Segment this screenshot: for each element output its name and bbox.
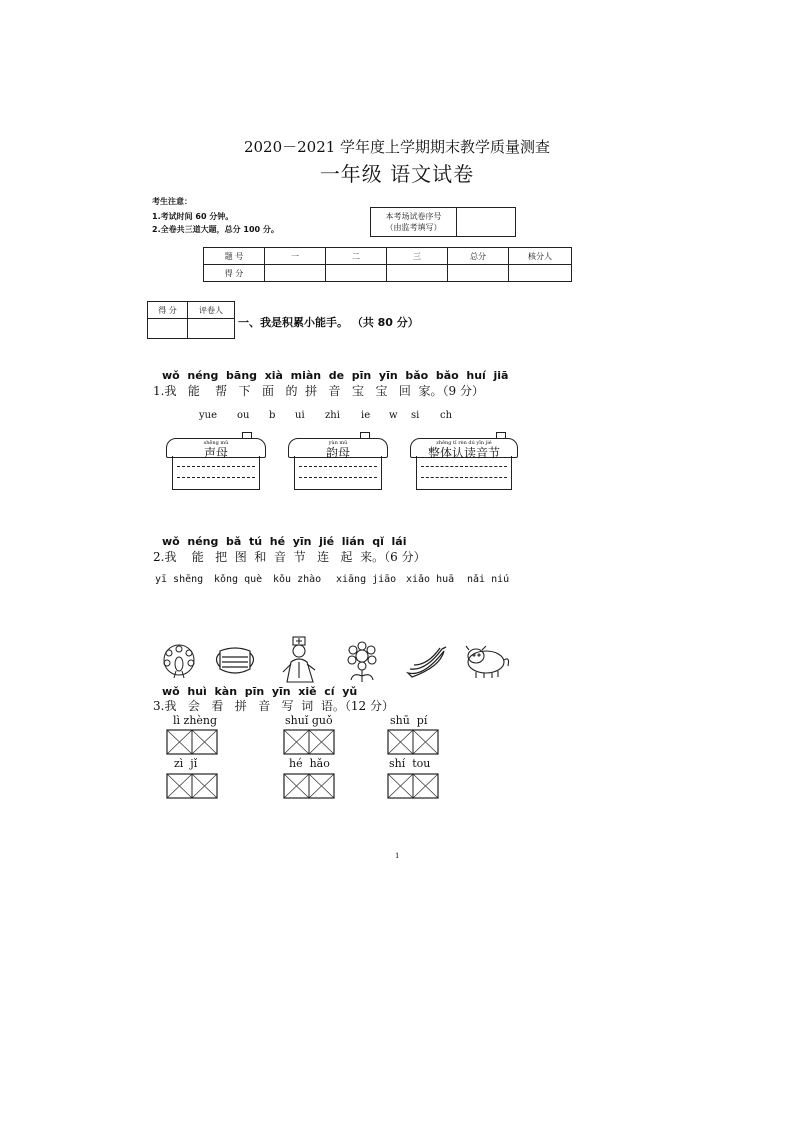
mask-icon <box>212 643 258 679</box>
q2-word: kǒng què <box>214 574 263 585</box>
q2-word: kǒu zhào <box>273 574 322 585</box>
q2-text: 2.我 能 把 图 和 音 节 连 起 来。（6 分） <box>153 550 426 564</box>
score-header-2: 二 <box>326 248 387 265</box>
q3-pinyin: wǒ huì kàn pīn yīn xiě cí yǔ <box>162 685 358 698</box>
house-pinyin: zhěng tǐ rèn dú yīn jié <box>436 440 492 446</box>
syllable: ou <box>237 410 250 421</box>
syllable: si <box>411 410 420 421</box>
writing-grid[interactable] <box>283 729 337 757</box>
score-cell-2[interactable] <box>326 265 387 282</box>
seat-label-2: （由监考填写） <box>385 223 442 232</box>
syllable: yue <box>199 410 218 421</box>
house-pinyin: yùn mǔ <box>328 440 348 446</box>
section-1-title: 一、我是积累小能手。 （共 80 分） <box>238 316 419 329</box>
q3-word-pinyin: shí tou <box>389 757 431 770</box>
q3-word-pinyin: shū pí <box>390 714 428 727</box>
grader-score-label: 得 分 <box>148 302 188 319</box>
q2-word: xiāng jiāo <box>336 574 397 585</box>
writing-grid[interactable] <box>283 773 337 801</box>
score-header-total: 总分 <box>448 248 509 265</box>
notice-item-1: 1.考试时间 60 分钟。 <box>152 212 234 221</box>
q3-word-pinyin: hé hǎo <box>289 757 330 770</box>
house-yunmu <box>288 432 388 500</box>
score-cell-1[interactable] <box>265 265 326 282</box>
house-label: 声母 <box>203 446 228 460</box>
q2-word: xiǎo huā <box>406 574 455 585</box>
house-pinyin: shēng mǔ <box>203 440 229 446</box>
house-zhengti <box>410 432 518 500</box>
score-header-1: 一 <box>265 248 326 265</box>
writing-grid[interactable] <box>166 773 220 801</box>
exam-subtitle: 一年级 语文试卷 <box>319 162 475 186</box>
score-cell-checker[interactable] <box>509 265 572 282</box>
syllable: b <box>269 410 276 421</box>
q3-text: 3.我 会 看 拼 音 写 词 语。（12 分） <box>153 699 395 713</box>
score-header-label: 题 号 <box>204 248 265 265</box>
doctor-icon <box>279 634 321 684</box>
exam-title: 2020－2021 学年度上学期期末教学质量测查 <box>243 138 551 156</box>
page-number: 1 <box>395 852 400 860</box>
syllable: ui <box>295 410 305 421</box>
seat-number-field[interactable] <box>457 208 516 237</box>
house-answer-area[interactable] <box>294 456 382 490</box>
score-table <box>203 247 572 282</box>
q3-word-pinyin: zì jǐ <box>174 757 198 770</box>
house-label: 整体认读音节 <box>427 446 500 460</box>
q2-word: yī shēng <box>155 574 204 585</box>
grader-name-field[interactable] <box>188 319 235 339</box>
house-answer-area[interactable] <box>172 456 260 490</box>
writing-grid[interactable] <box>387 773 441 801</box>
q2-pinyin: wǒ néng bǎ tú hé yīn jié lián qǐ lái <box>162 535 407 548</box>
score-header-3: 三 <box>387 248 448 265</box>
peacock-icon <box>158 640 200 682</box>
cow-icon <box>462 642 512 680</box>
syllable: zhi <box>325 410 340 421</box>
notice-heading: 考生注意： <box>152 197 192 206</box>
writing-grid[interactable] <box>166 729 220 757</box>
grader-name-label: 评卷人 <box>188 302 235 319</box>
seat-number-box <box>370 207 516 237</box>
grader-box <box>147 301 235 339</box>
q1-text: 1.我 能 帮 下 面 的 拼 音 宝 宝 回 家。（9 分） <box>153 384 484 398</box>
writing-grid[interactable] <box>387 729 441 757</box>
syllable: ie <box>361 410 371 421</box>
q3-word-pinyin: shuǐ guǒ <box>285 714 333 727</box>
q2-word: nǎi niú <box>467 574 510 585</box>
banana-icon <box>404 645 452 679</box>
score-cell-total[interactable] <box>448 265 509 282</box>
flower-icon <box>341 640 383 684</box>
notice-item-2: 2.全卷共三道大题，总分 100 分。 <box>152 225 279 234</box>
score-row-label: 得 分 <box>204 265 265 282</box>
house-shengmu <box>166 432 266 500</box>
syllable: ch <box>440 410 453 421</box>
seat-label-1: 本考场试卷序号 <box>385 212 442 221</box>
q3-word-pinyin: lì zhèng <box>173 714 218 727</box>
score-header-checker: 核分人 <box>509 248 572 265</box>
score-cell-3[interactable] <box>387 265 448 282</box>
grader-score-field[interactable] <box>148 319 188 339</box>
house-answer-area[interactable] <box>416 456 512 490</box>
house-label: 韵母 <box>325 446 350 460</box>
syllable: w <box>389 410 398 421</box>
q1-pinyin: wǒ néng bāng xià miàn de pīn yīn bǎo bǎo huí jiā <box>162 369 509 382</box>
